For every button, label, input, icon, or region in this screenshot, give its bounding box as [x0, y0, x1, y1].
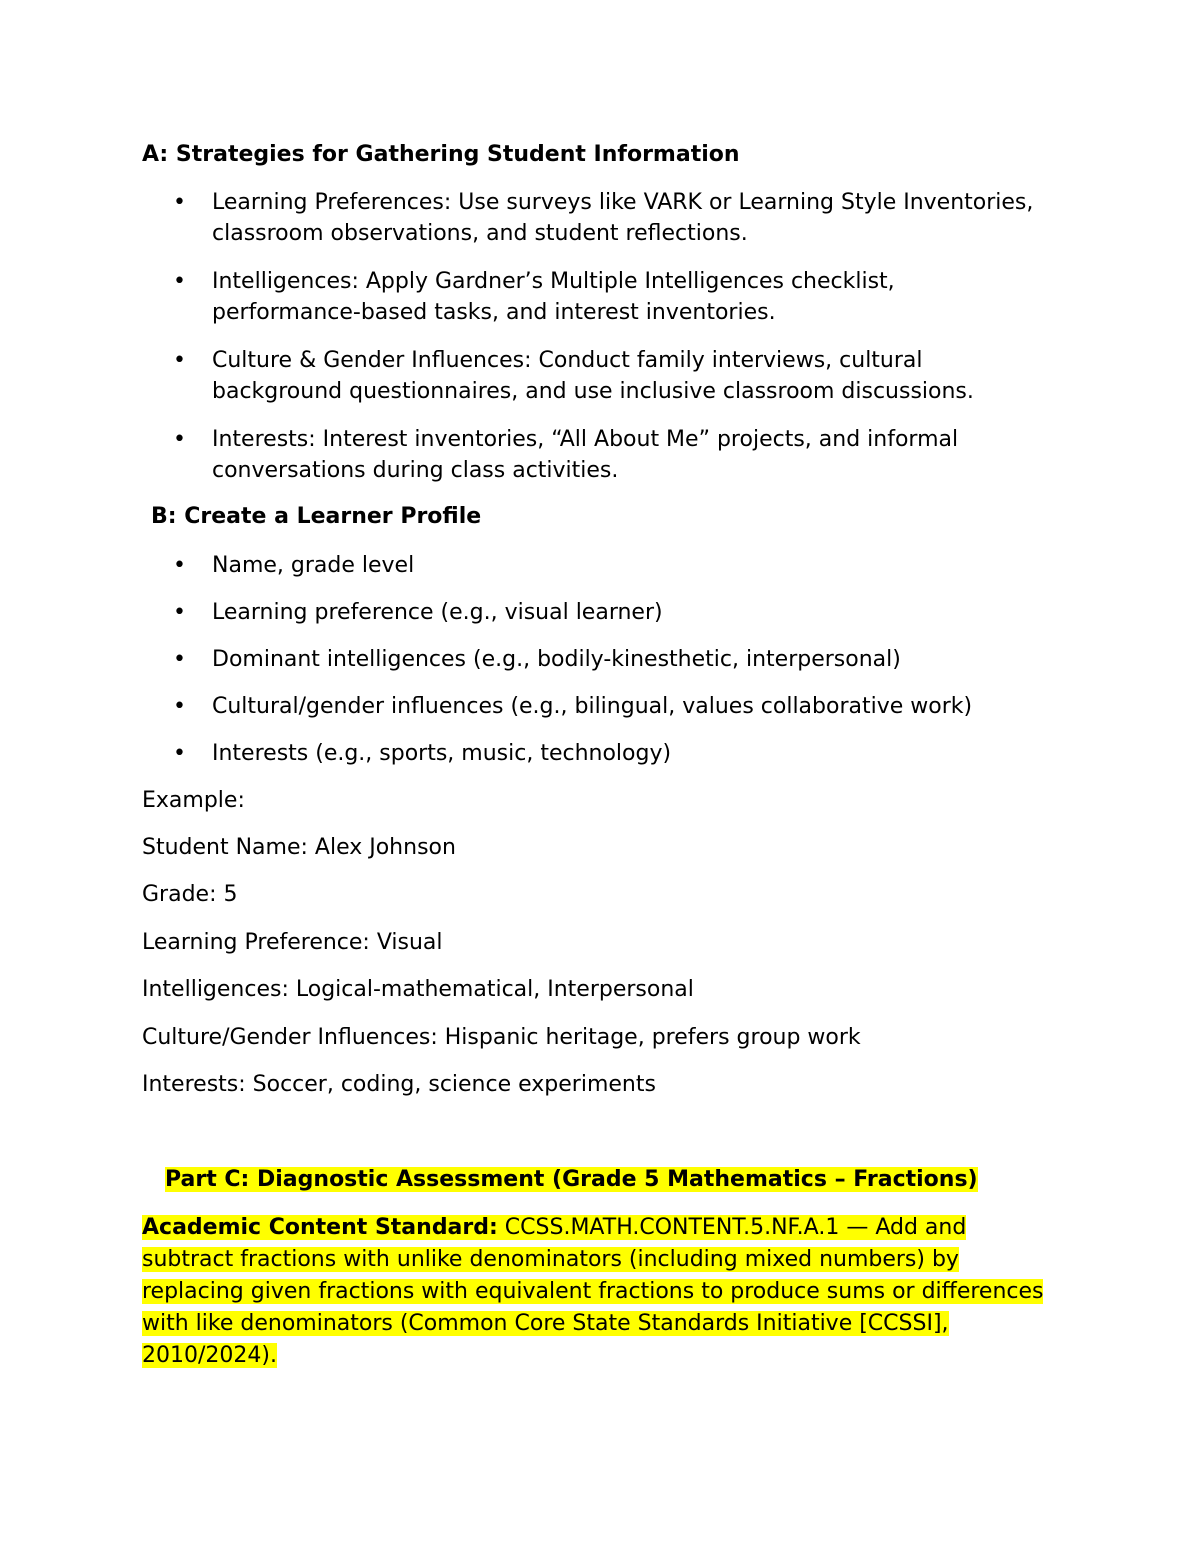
list-item: • Interests (e.g., sports, music, technology): [0, 738, 1042, 769]
bullet-icon: •: [173, 190, 186, 215]
list-item: • Intelligences: Apply Gardner’s Multiple Intelligences checklist, performance-based tasks, and interest inventories.: [0, 266, 1042, 328]
list-item: • Culture & Gender Influences: Conduct family interviews, cultural background questionnaires, and use inclusive classroom discussions.: [0, 345, 1042, 407]
list-item: • Name, grade level: [0, 550, 1042, 581]
bullet-icon: •: [173, 647, 186, 672]
standard-label: Academic Content Standard:: [142, 1215, 498, 1240]
student-name-line: Student Name: Alex Johnson: [142, 835, 456, 860]
bullet-icon: •: [173, 427, 186, 452]
list-item: • Dominant intelligences (e.g., bodily-kinesthetic, interpersonal): [0, 644, 1042, 675]
learning-preference-line: Learning Preference: Visual: [142, 930, 443, 955]
list-item: • Learning Preferences: Use surveys like VARK or Learning Style Inventories, classroom observations, and student reflections.: [0, 187, 1042, 249]
bullet-icon: •: [173, 600, 186, 625]
intelligences-line: Intelligences: Logical-mathematical, Interpersonal: [142, 977, 694, 1002]
academic-content-standard: [142, 1212, 1052, 1372]
grade-line: Grade: 5: [142, 882, 238, 907]
section-a-list: [0, 187, 1042, 486]
bullet-icon: •: [173, 694, 186, 719]
example-label: Example:: [142, 788, 245, 813]
bullet-icon: •: [173, 741, 186, 766]
section-a-heading: A: Strategies for Gathering Student Information: [142, 142, 740, 167]
list-item: • Interests: Interest inventories, “All About Me” projects, and informal conversations during class activities.: [0, 424, 1042, 486]
section-b-heading: B: Create a Learner Profile: [151, 504, 482, 529]
bullet-icon: •: [173, 348, 186, 373]
section-c-heading: Part C: Diagnostic Assessment (Grade 5 Mathematics – Fractions): [165, 1167, 978, 1192]
bullet-icon: •: [173, 269, 186, 294]
bullet-icon: •: [173, 553, 186, 578]
interests-line: Interests: Soccer, coding, science experiments: [142, 1072, 656, 1097]
culture-gender-line: Culture/Gender Influences: Hispanic heritage, prefers group work: [142, 1025, 861, 1050]
list-item: • Learning preference (e.g., visual learner): [0, 597, 1042, 628]
standard-text: CCSS.MATH.CONTENT.5.NF.A.1 — Add and subtract fractions with unlike denominators (including mixed numbers) by replacing given fractions with equivalent fractions to produce sums or differences with like denominators (Common Core State Standards Initiative [CCSSI], 2010/2024).: [142, 1215, 1044, 1368]
section-b-list: [0, 550, 1042, 769]
list-item: • Cultural/gender influences (e.g., bilingual, values collaborative work): [0, 691, 1042, 722]
